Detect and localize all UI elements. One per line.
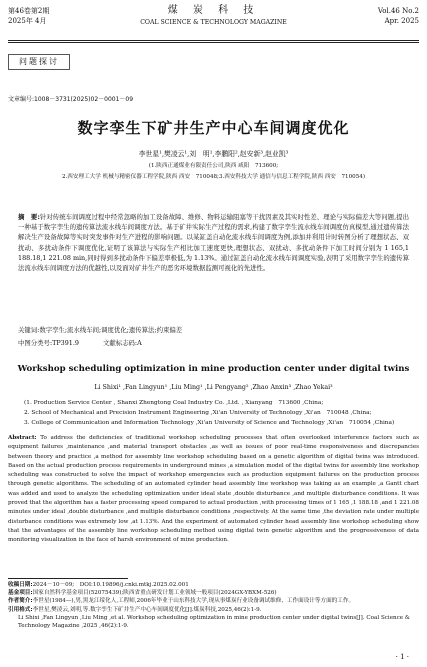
footnote-rule <box>8 578 128 579</box>
volume-issue-en <box>378 6 419 26</box>
title-en: Workshop scheduling optimization in mine production center under digital twins <box>17 364 410 374</box>
volume-issue-cn: 第46卷第2期 <box>8 7 50 15</box>
footnote-citation-cn: 引用格式:李世星,樊凌云,刘明,等.数字孪生下矿井生产中心车间调度优化[J].煤炭科技,2025,46(2):1-9. <box>8 606 262 613</box>
footnote-funding: 基金项目:国家自然科学基金项目(52075439);陕西省重点研发计划工业领域一般项目(2024GX-YBXM-526) <box>8 590 277 597</box>
page-number: · 1 · <box>395 653 409 661</box>
keywords-cn-label: 关键词: <box>18 326 40 334</box>
footnote-author: 作者简介:李世星(1984—),男,黑龙江绥化人,工程师,2006年毕业于山东科技大学,现从事煤炭行业设备调试维修、工作面设计等方面的工作。 <box>8 598 355 605</box>
footnote-received: 收稿日期:2024－10－09; DOI:10.19896/j.cnki.mtkj.2025.02.001 <box>8 582 189 588</box>
abstract-en <box>8 434 419 546</box>
keywords-cn-text: 数字孪生;流水线车间;调度优化;遗传算法;约束偏差 <box>39 326 183 334</box>
affiliation-en-1: (1. Production Service Center , Shanxi Zhengtong Coal Industry Co. ,Ltd. , Xianyang 713600 ,China; <box>24 400 324 406</box>
date-cn: 2025年 4月 <box>8 17 47 25</box>
affiliation-en-3: 3. College of Communication and Information Technology ,Xi'an University of Science and Technology ,Xi'an 710054 ,China) <box>24 420 395 426</box>
article-number: 文章编号:1008－3731(2025)02－0001－09 <box>8 96 134 103</box>
vol-no-en: Vol.46 No.2 <box>377 7 419 15</box>
abstract-cn-text: 针对传统车间调度过程中经常忽略的加工设备故障、维修、物料运输阻塞等干扰因素及其实时性差、理论与实际偏差大等问题,提出一种基于数字孪生的遗传算法流水线车间调度方法。基于矿井实际生产过程的需求,构建了数字孪生流水线车间调度仿真模型,通过遗传算法解决生产设备故障等实时突发事件对生产进程的影响问题。以某缸盖自动化流水线车间调度为例,添加并利用计时转图分析了理想状态、双扰动、多扰动条件下调度优化,证明了该算法与实际生产相比加工速度更快,理想状态、双扰动、多扰动条件下加工时间分别为 1 165,1 188.18,1 221.08 min,同时得到多扰动条件下偏差率极低,为 1.13%。通过缸盖自动化流水线车间调度实验,表明了采用数字孪生的遗传算法流水线车间调度方法的优越性,以及面对矿井生产的恶劣环境数据监测可视化的先进性。 <box>18 213 409 273</box>
title-cn: 数字孪生下矿井生产中心车间调度优化 <box>77 119 350 137</box>
journal-name-cn: 煤 炭 科 技 <box>167 5 260 16</box>
affiliation-cn-1: (1.陕西正通煤业有限责任公司,陕西 咸阳 713600; <box>148 163 279 169</box>
abstract-en-label: Abstract: <box>8 435 37 441</box>
document-code: 文献标志码:A <box>102 339 142 347</box>
footnotes <box>8 581 419 630</box>
header-rule <box>8 40 419 41</box>
abstract-cn <box>18 212 409 273</box>
authors-cn: 李世星¹,樊凌云¹,刘 明¹,李鹏阳²,赵安新³,赵业凯³ <box>138 150 289 158</box>
authors-en: Li Shixi¹ ,Fan Lingyun¹ ,Liu Ming¹ ,Li Pengyang² ,Zhao Anxin³ ,Zhao Yekai³ <box>94 384 333 391</box>
section-label: 问题探讨 <box>8 54 70 70</box>
date-en: Apr. 2025 <box>384 17 419 25</box>
abstract-en-text: To address the deficiencies of traditional workshop scheduling processes that often overlooked interference factors such as equipment failures ,maintenance ,and material transport obstacles ,as well as issues of poor real-time responsiveness and discrepancies between theory and practice ,a method for assembly line workshop scheduling based on a genetic algorithm of digital twins was introduced. Based on the actual production process requirements in underground mines ,a simulation model of the digital twins for assembly line workshop scheduling was constructed to solve the impact of workshop emergencies such as production equipment failures on the production process through genetic algorithms. The scheduling of an automated cylinder head assembly line workshop was taking as an example ,a Gantt chart was added and used to analyze the scheduling optimization under ideal state ,double disturbance ,and multiple disturbance conditions. It was proved that the algorithm has a faster processing speed compared to actual production ,with processing times of 1 165 ,1 188.18 ,and 1 221.08 minutes under ideal ,double disturbance ,and multiple disturbance conditions ,respectively. At the same time ,the deviation rate under multiple disturbance conditions was extremely low ,at 1.13%. And the experiment of automated cylinder head assembly line workshop scheduling show that the advantages of the assembly line workshop scheduling method using digital twin genetic algorithm and the progressiveness of data monitoring visualization in the face of harsh environment of mine production. <box>8 435 419 544</box>
affiliation-cn-2: 2.西安理工大学 机械与精密仪器工程学院,陕西 西安 710048;3.西安科技大学 通信与信息工程学院,陕西 西安 710054) <box>61 174 366 180</box>
keywords-cn <box>18 325 409 334</box>
affiliation-en-2: 2. School of Mechanical and Precision Instrument Engineering ,Xi'an University of Technology ,Xi'an 710048 ,China; <box>24 410 372 416</box>
clc-number: 中图分类号:TP391.9 <box>18 339 79 347</box>
journal-name <box>8 6 419 28</box>
header-rule-secondary <box>8 42 419 43</box>
classification-line <box>18 338 409 347</box>
abstract-cn-label: 摘 要: <box>18 213 40 221</box>
running-header <box>8 6 419 40</box>
footnote-citation-en: Li Shixi ,Fan Lingyun ,Liu Ming ,et al. Workshop scheduling optimization in mine production center under digital twins[J]. Coal Science & Technology Magazine ,2025 ,46(2):1-9. <box>18 614 410 630</box>
journal-name-en: COAL SCIENCE & TECHNOLOGY MAGAZINE <box>140 19 287 26</box>
